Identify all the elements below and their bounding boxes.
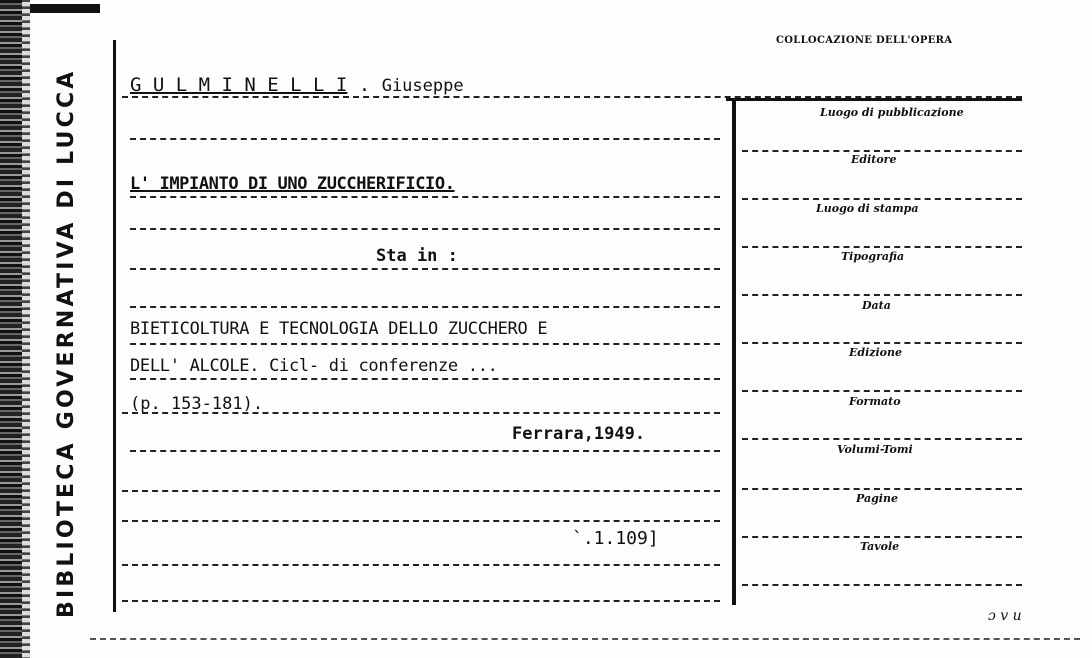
author-line xyxy=(130,74,464,96)
torn-edge xyxy=(0,0,22,658)
left-margin-rule xyxy=(113,40,116,612)
work-title: L' IMPIANTO DI UNO ZUCCHERIFICIO. xyxy=(130,174,455,194)
panel-line xyxy=(742,198,1022,200)
ruled-line xyxy=(130,378,720,380)
sta-in-label: Sta in : xyxy=(376,246,458,266)
torn-edge-inner xyxy=(22,0,30,658)
panel-line xyxy=(742,342,1022,344)
panel-line xyxy=(742,488,1022,490)
panel-line xyxy=(742,536,1022,538)
field-label-volumi-tomi: Volumi-Tomi xyxy=(837,443,913,456)
bottom-edge xyxy=(90,638,1080,640)
ruled-line xyxy=(130,138,720,140)
shelfmark: `.1.109] xyxy=(572,528,659,549)
field-label-editore: Editore xyxy=(851,153,897,166)
place-year: Ferrara,1949. xyxy=(512,424,646,444)
author-separator: . xyxy=(358,74,371,96)
panel-line xyxy=(742,438,1022,440)
ruled-line xyxy=(130,196,720,198)
ruled-line xyxy=(122,96,1022,98)
panel-line xyxy=(742,584,1022,586)
library-name: BIBLIOTECA GOVERNATIVA DI LUCCA xyxy=(54,68,79,618)
field-label-luogo-pubblicazione: Luogo di pubblicazione xyxy=(820,106,964,119)
author-forename: Giuseppe xyxy=(381,76,464,96)
panel-line xyxy=(742,390,1022,392)
ruled-line xyxy=(130,228,720,230)
field-label-formato: Formato xyxy=(849,395,901,408)
field-label-pagine: Pagine xyxy=(856,492,898,505)
field-label-tavole: Tavole xyxy=(860,540,900,553)
panel-line xyxy=(742,150,1022,152)
field-label-tipografia: Tipografia xyxy=(841,250,905,263)
panel-divider-rule xyxy=(732,100,736,605)
top-mark xyxy=(30,4,100,13)
page-range: (p. 153-181). xyxy=(130,394,264,414)
author-surname: G U L M I N E L L I xyxy=(130,74,348,96)
field-label-edizione: Edizione xyxy=(849,346,903,359)
field-label-luogo-stampa: Luogo di stampa xyxy=(816,202,919,215)
corner-note: ɔ v u xyxy=(988,608,1022,624)
panel-line xyxy=(742,246,1022,248)
field-label-data: Data xyxy=(862,299,891,312)
ruled-line xyxy=(122,520,720,522)
source-title-line2: DELL' ALCOLE. Cicl- di conferenze ... xyxy=(130,356,498,376)
collocation-header: COLLOCAZIONE DELL'OPERA xyxy=(776,35,953,46)
panel-line xyxy=(742,294,1022,296)
ruled-line xyxy=(130,268,720,270)
ruled-line xyxy=(122,600,720,602)
source-title-line1: BIETICOLTURA E TECNOLOGIA DELLO ZUCCHERO E xyxy=(130,319,548,339)
ruled-line xyxy=(122,564,720,566)
ruled-line xyxy=(130,343,720,345)
ruled-line xyxy=(130,450,720,452)
ruled-line xyxy=(130,306,720,308)
panel-top-rule xyxy=(726,98,1022,101)
ruled-line xyxy=(122,490,720,492)
